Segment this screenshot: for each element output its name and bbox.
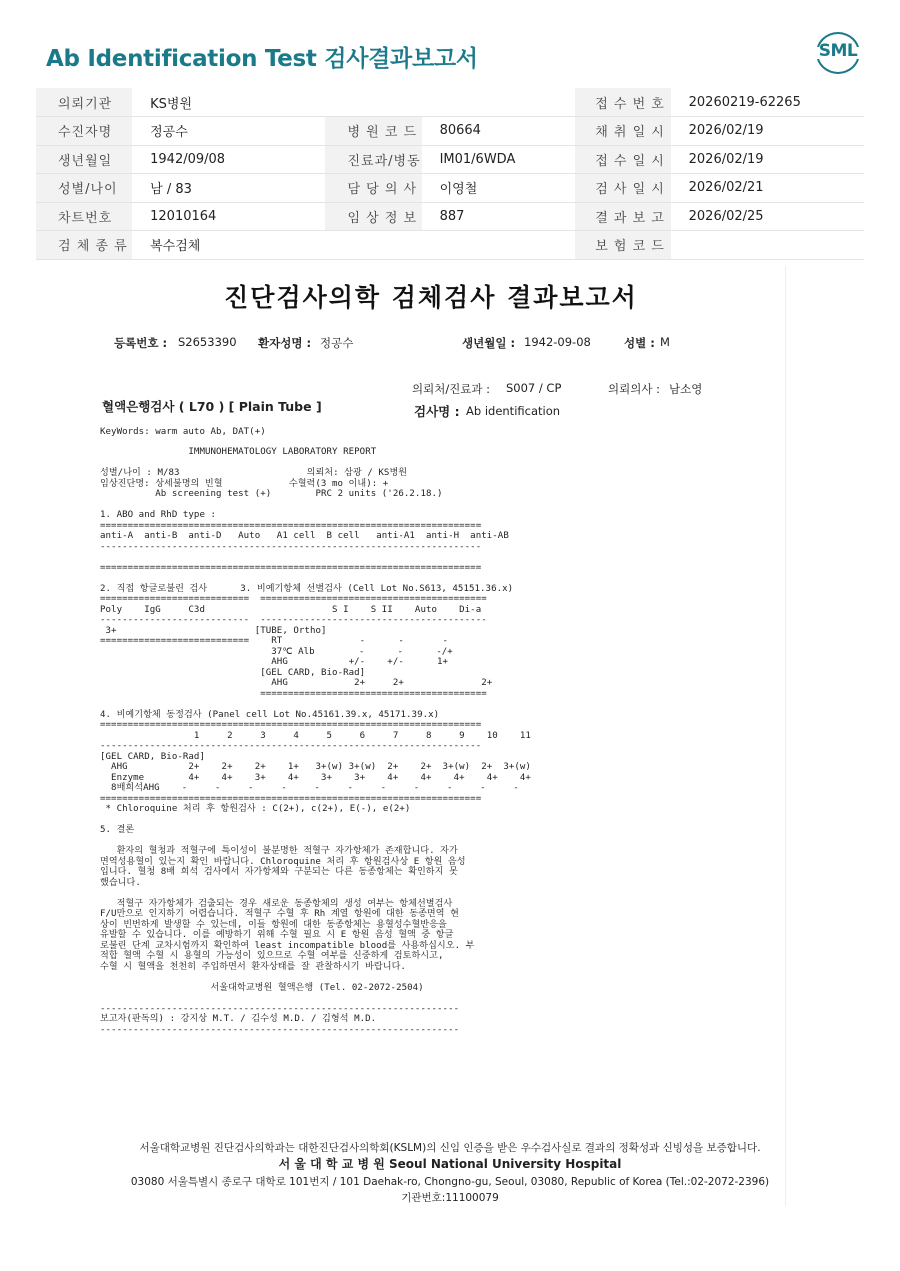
info-label: 의뢰기관 xyxy=(36,88,132,117)
report-line: 3+ [TUBE, Ortho] xyxy=(100,625,327,636)
info-label: 결 과 보 고 xyxy=(575,202,670,231)
report-title: 진단검사의학 검체검사 결과보고서 xyxy=(224,283,638,312)
info-value: 1942/09/08 xyxy=(132,145,325,174)
report-body xyxy=(100,447,531,1035)
info-value: 20260219-62265 xyxy=(671,88,864,117)
report-line: [GEL CARD, Bio-Rad] xyxy=(100,667,366,678)
dept-value: S007 / CP xyxy=(506,381,562,395)
report-line xyxy=(100,458,531,469)
dob-label: 생년월일 : xyxy=(462,336,516,350)
test-group: 혈액은행검사 ( L70 ) [ Plain Tube ] xyxy=(102,399,322,414)
info-row xyxy=(36,202,864,231)
report-line: 유발할 수 있습니다. 이를 예방하기 위해 수혈 필요 시 E 항원 음성 혈액 중 항글 xyxy=(100,930,454,940)
info-value: 2026/02/19 xyxy=(671,145,864,174)
report-line: [GEL CARD, Bio-Rad] xyxy=(100,751,205,762)
info-label: 차트번호 xyxy=(36,202,132,231)
report-line: --------------------------- ----------------------------------------- xyxy=(100,615,487,625)
report-line: IMMUNOHEMATOLOGY LABORATORY REPORT xyxy=(100,447,377,457)
report-line: 5. 결론 xyxy=(100,825,135,835)
report-line: 서울대학교병원 혈액은행 (Tel. 02-2072-2504) xyxy=(100,982,424,993)
footer-address: 03080 서울특별시 종로구 대학로 101번지 / 101 Daehak-ro, Chongno-gu, Seoul, 03080, Republic of Korea (Tel.:02-2072-2396) xyxy=(130,1176,770,1188)
info-value: 2026/02/19 xyxy=(671,117,864,146)
info-label xyxy=(325,88,421,117)
info-value: 복수검체 xyxy=(132,231,325,260)
report-line: ===================================================================== xyxy=(100,520,482,531)
doctor-label: 의뢰의사 : xyxy=(608,382,660,396)
report-line: 했습니다. xyxy=(100,877,141,888)
report-line: 37℃ Alb - - -/+ xyxy=(100,646,453,657)
info-label: 검 체 종 류 xyxy=(36,231,132,260)
info-value: 이영철 xyxy=(422,174,576,203)
dob-value: 1942-09-08 xyxy=(524,335,591,349)
patient-name-label: 환자성명 : xyxy=(258,336,312,350)
report-line xyxy=(100,836,531,847)
report-line: 임상진단명: 상세불명의 빈혈 수혈력(3 mo 이내): + xyxy=(100,478,389,489)
info-label: 수진자명 xyxy=(36,117,132,146)
report-line xyxy=(100,888,531,899)
info-label: 성별/나이 xyxy=(36,174,132,203)
info-value: 정공수 xyxy=(132,117,325,146)
info-label: 담 당 의 사 xyxy=(325,174,421,203)
report-line xyxy=(100,993,531,1004)
report-line: 환자의 혈청과 적혈구에 특이성이 불분명한 적혈구 자가항체가 존재합니다. 자가 xyxy=(100,846,458,856)
report-line: ===================================================================== xyxy=(100,720,482,730)
footer-institution-number: 기관번호:11100079 xyxy=(401,1192,499,1204)
info-value: 남 / 83 xyxy=(132,174,325,203)
test-label: 검사명 : xyxy=(414,404,460,419)
info-label: 병 원 코 드 xyxy=(325,117,421,146)
report-line: anti-A anti-B anti-D Auto A1 cell B cell anti-A1 anti-H anti-AB xyxy=(100,531,509,541)
report-line: ----------------------------------------------------------------- xyxy=(100,1003,460,1014)
footer-certification: 서울대학교병원 진단검사의학과는 대한진단검사의학회(KSLM)의 신임 인증을 받은 우수검사실로 결과의 정확성과 신빙성을 보증합니다. xyxy=(139,1142,761,1154)
info-value: 2026/02/21 xyxy=(671,174,864,203)
report-line: --------------------------------------------------------------------- xyxy=(100,741,482,751)
info-row xyxy=(36,174,864,203)
footer-hospital-name: 서 울 대 학 교 병 원 Seoul National University Hospital xyxy=(278,1157,622,1171)
report-line: ----------------------------------------------------------------- xyxy=(100,1024,460,1035)
info-label: 접 수 번 호 xyxy=(575,88,670,117)
info-value: 80664 xyxy=(422,117,576,146)
info-row xyxy=(36,88,864,117)
sex-label: 성별 : xyxy=(624,336,655,350)
info-label: 생년월일 xyxy=(36,145,132,174)
report-line: 로불린 단계 교차시험까지 확인하여 least incompatible blood를 사용하십시오. 부 xyxy=(100,940,475,951)
report-line: ========================================= xyxy=(100,688,487,699)
info-row xyxy=(36,117,864,146)
report-line: AHG 2+ 2+ 2+ xyxy=(100,678,493,688)
info-row xyxy=(36,231,864,260)
info-label: 접 수 일 시 xyxy=(575,145,670,174)
patient-name-value: 정공수 xyxy=(320,336,354,350)
report-header-title: Ab Identification Test 검사결과보고서 xyxy=(46,46,478,72)
report-line: 1. ABO and RhD type : xyxy=(100,510,217,520)
keywords: KeyWords: warm auto Ab, DAT(+) xyxy=(100,427,266,437)
info-value xyxy=(422,88,576,117)
report-line: 적혈구 자가항체가 검출되는 경우 새로운 동종항체의 생성 여부는 항체선별검사 xyxy=(100,898,453,909)
logo-text: SML xyxy=(818,41,858,61)
report-line: ===================================================================== xyxy=(100,562,482,573)
info-value: IM01/6WDA xyxy=(422,145,576,174)
report-line: Ab screening test (+) PRC 2 units ('26.2.18.) xyxy=(100,489,443,499)
report-line: F/U만으로 인지하기 어렵습니다. 적혈구 수혈 후 Rh 계열 항원에 대한 동종면역 현 xyxy=(100,909,459,919)
info-value: 887 xyxy=(422,202,576,231)
report-line: 상이 빈번하게 발생할 수 있는데, 이들 항원에 대한 동종항체는 용혈성수혈반응을 xyxy=(100,919,447,930)
report-line: 1 2 3 4 5 6 7 8 9 10 11 xyxy=(100,730,531,741)
info-value: 2026/02/25 xyxy=(671,202,864,231)
report-line: 수혈 시 혈액을 천천히 주입하면서 환자상태를 잘 관찰하시기 바랍니다. xyxy=(100,961,406,972)
reg-label: 등록번호 : xyxy=(114,336,168,350)
dept-label: 의뢰처/진료과 : xyxy=(412,382,491,396)
report-line: 적합 혈액 수혈 시 용혈의 가능성이 있으므로 수혈 여부를 신중하게 검토하시고, xyxy=(100,951,444,961)
report-line: Poly IgG C3d S I S II Auto Di-a xyxy=(100,604,482,615)
report-line xyxy=(100,972,531,983)
report-line: AHG 2+ 2+ 2+ 1+ 3+(w) 3+(w) 2+ 2+ 3+(w) 2+ 3+(w) xyxy=(100,762,531,772)
info-row xyxy=(36,145,864,174)
info-label: 검 사 일 시 xyxy=(575,174,670,203)
report-line xyxy=(100,699,531,710)
report-line: 보고자(판독의) : 강지상 M.T. / 김수성 M.D. / 김형석 M.D. xyxy=(100,1014,377,1024)
report-line: Enzyme 4+ 4+ 3+ 4+ 3+ 3+ 4+ 4+ 4+ 4+ 4+ xyxy=(100,772,531,783)
report-line xyxy=(100,815,531,826)
report-line: AHG +/- +/- 1+ xyxy=(100,657,449,667)
info-label xyxy=(325,231,421,260)
info-value: KS병원 xyxy=(132,88,325,117)
info-label: 채 취 일 시 xyxy=(575,117,670,146)
sml-logo xyxy=(814,30,862,76)
report-line: * Chloroquine 처리 후 항원검사 : C(2+), c(2+), E(-), e(2+) xyxy=(100,804,411,814)
info-value xyxy=(671,231,864,260)
report-line: 4. 비예기항체 동정검사 (Panel cell Lot No.45161.39.x, 45171.39.x) xyxy=(100,709,440,720)
doctor-value: 남소영 xyxy=(669,382,703,396)
sex-value: M xyxy=(660,335,670,349)
info-value xyxy=(422,231,576,260)
report-line: =========================== ========================================= xyxy=(100,594,487,604)
report-line: ===================================================================== xyxy=(100,793,482,804)
reg-value: S2653390 xyxy=(178,335,237,349)
patient-info-table xyxy=(36,88,864,260)
info-label: 임 상 정 보 xyxy=(325,202,421,231)
report-line xyxy=(100,500,531,511)
report-line: =========================== RT - - - xyxy=(100,636,449,646)
info-label: 보 험 코 드 xyxy=(575,231,670,260)
report-line: --------------------------------------------------------------------- xyxy=(100,541,482,552)
scanned-report xyxy=(36,266,786,1206)
report-line xyxy=(100,573,531,584)
info-label: 진료과/병동 xyxy=(325,145,421,174)
report-line: 입니다. 혈청 8배 희석 검사에서 자가항체와 구분되는 다른 동종항체는 확인하지 못 xyxy=(100,867,458,877)
report-line: 8배희석AHG - - - - - - - - - - - xyxy=(100,783,519,793)
test-value: Ab identification xyxy=(466,404,561,418)
report-line: 면역성용혈이 있는지 확인 바랍니다. Chloroquine 처리 후 항원검사상 E 항원 음성 xyxy=(100,856,466,867)
info-value: 12010164 xyxy=(132,202,325,231)
report-line: 성별/나이 : M/83 의뢰처: 삼광 / KS병원 xyxy=(100,468,408,478)
report-line: 2. 직접 항글로불린 검사 3. 비예기항체 선별검사 (Cell Lot No.S613, 45151.36.x) xyxy=(100,583,514,594)
report-line xyxy=(100,552,531,563)
